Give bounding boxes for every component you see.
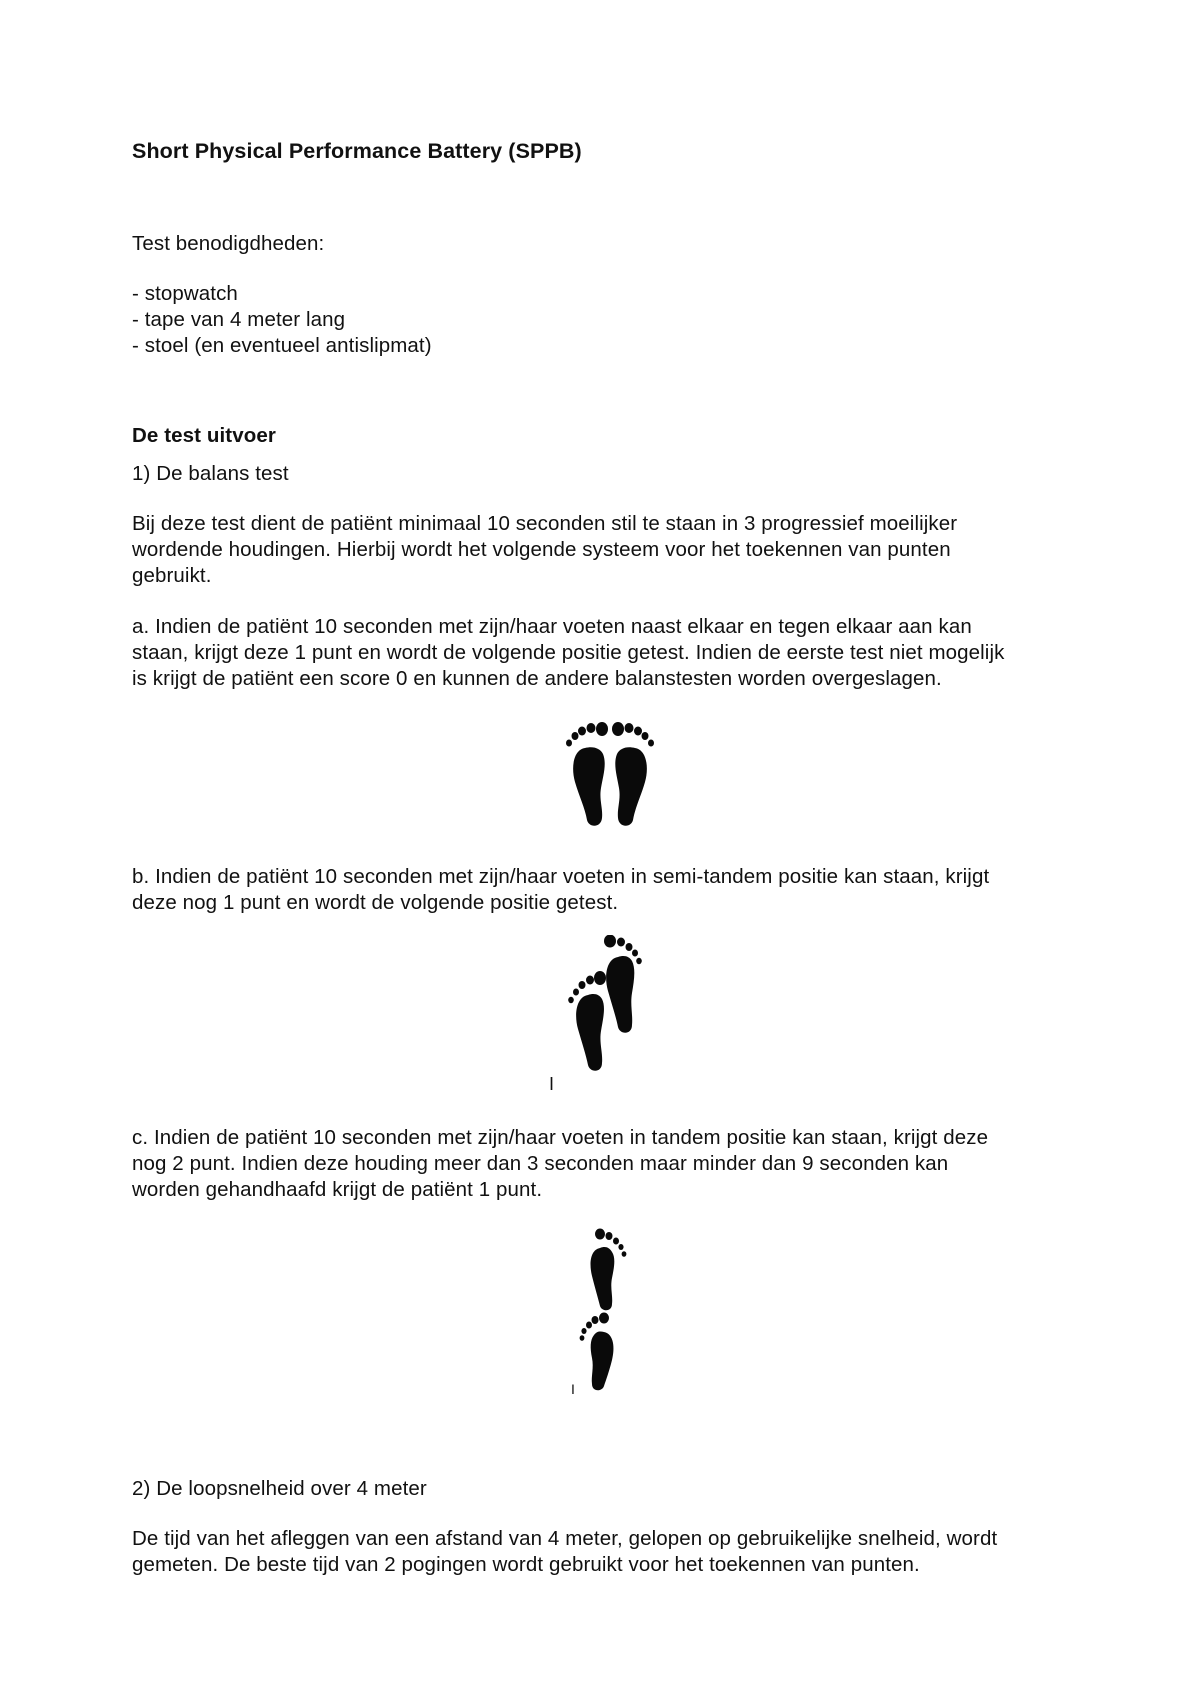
position-marker: I bbox=[549, 1074, 555, 1094]
text-line: deze nog 1 punt en wordt de volgende positie getest. bbox=[132, 891, 619, 914]
walk-test-paragraph bbox=[132, 1526, 1092, 1578]
rear-footprint bbox=[568, 971, 606, 1071]
text-line: staan, krijgt deze 1 punt en wordt de volgende positie getest. Indien de eerste test niet mogelijk bbox=[132, 641, 1005, 664]
rear-footprint bbox=[580, 1313, 614, 1391]
walk-test-heading: 2) De loopsnelheid over 4 meter bbox=[132, 1477, 427, 1500]
requirement-item: - stopwatch bbox=[132, 282, 238, 305]
balance-c-paragraph bbox=[132, 1125, 1092, 1203]
semi-tandem-feet-illustration bbox=[556, 935, 656, 1075]
balance-a-paragraph bbox=[132, 614, 1092, 692]
front-footprint bbox=[604, 935, 642, 1033]
requirement-item: - tape van 4 meter lang bbox=[132, 308, 346, 331]
text-line: wordende houdingen. Hierbij wordt het volgende systeem voor het toekennen van punten bbox=[132, 538, 951, 561]
text-line: b. Indien de patiënt 10 seconden met zijn/haar voeten in semi-tandem positie kan staan, krijgt bbox=[132, 865, 990, 888]
balance-b-paragraph bbox=[132, 864, 1092, 916]
text-line: De tijd van het afleggen van een afstand van 4 meter, gelopen op gebruikelijke snelheid, wordt bbox=[132, 1527, 998, 1550]
feet-side-by-side-illustration bbox=[555, 720, 665, 830]
left-footprint bbox=[566, 722, 608, 826]
text-line: Bij deze test dient de patiënt minimaal 10 seconden stil te staan in 3 progressief moeilijker bbox=[132, 512, 958, 535]
text-line: a. Indien de patiënt 10 seconden met zijn/haar voeten naast elkaar en tegen elkaar aan kan bbox=[132, 615, 972, 638]
document-title: Short Physical Performance Battery (SPPB) bbox=[132, 139, 582, 163]
tandem-feet-illustration bbox=[578, 1228, 638, 1392]
position-marker: I bbox=[571, 1381, 575, 1397]
text-line: is krijgt de patiënt een score 0 en kunnen de andere balanstesten worden overgeslagen. bbox=[132, 667, 942, 690]
text-line: c. Indien de patiënt 10 seconden met zijn/haar voeten in tandem positie kan staan, krijgt deze bbox=[132, 1126, 989, 1149]
right-footprint bbox=[612, 722, 654, 826]
section-heading: De test uitvoer bbox=[132, 424, 276, 447]
text-line: gemeten. De beste tijd van 2 pogingen wordt gebruikt voor het toekennen van punten. bbox=[132, 1553, 920, 1576]
text-line: worden gehandhaafd krijgt de patiënt 1 punt. bbox=[132, 1178, 543, 1201]
requirements-heading: Test benodigdheden: bbox=[132, 232, 325, 255]
front-footprint bbox=[591, 1229, 627, 1311]
balance-test-heading: 1) De balans test bbox=[132, 462, 289, 485]
text-line: gebruikt. bbox=[132, 564, 212, 587]
balance-intro-paragraph bbox=[132, 511, 1092, 589]
requirement-item: - stoel (en eventueel antislipmat) bbox=[132, 334, 432, 357]
text-line: nog 2 punt. Indien deze houding meer dan 3 seconden maar minder dan 9 seconden kan bbox=[132, 1152, 949, 1175]
